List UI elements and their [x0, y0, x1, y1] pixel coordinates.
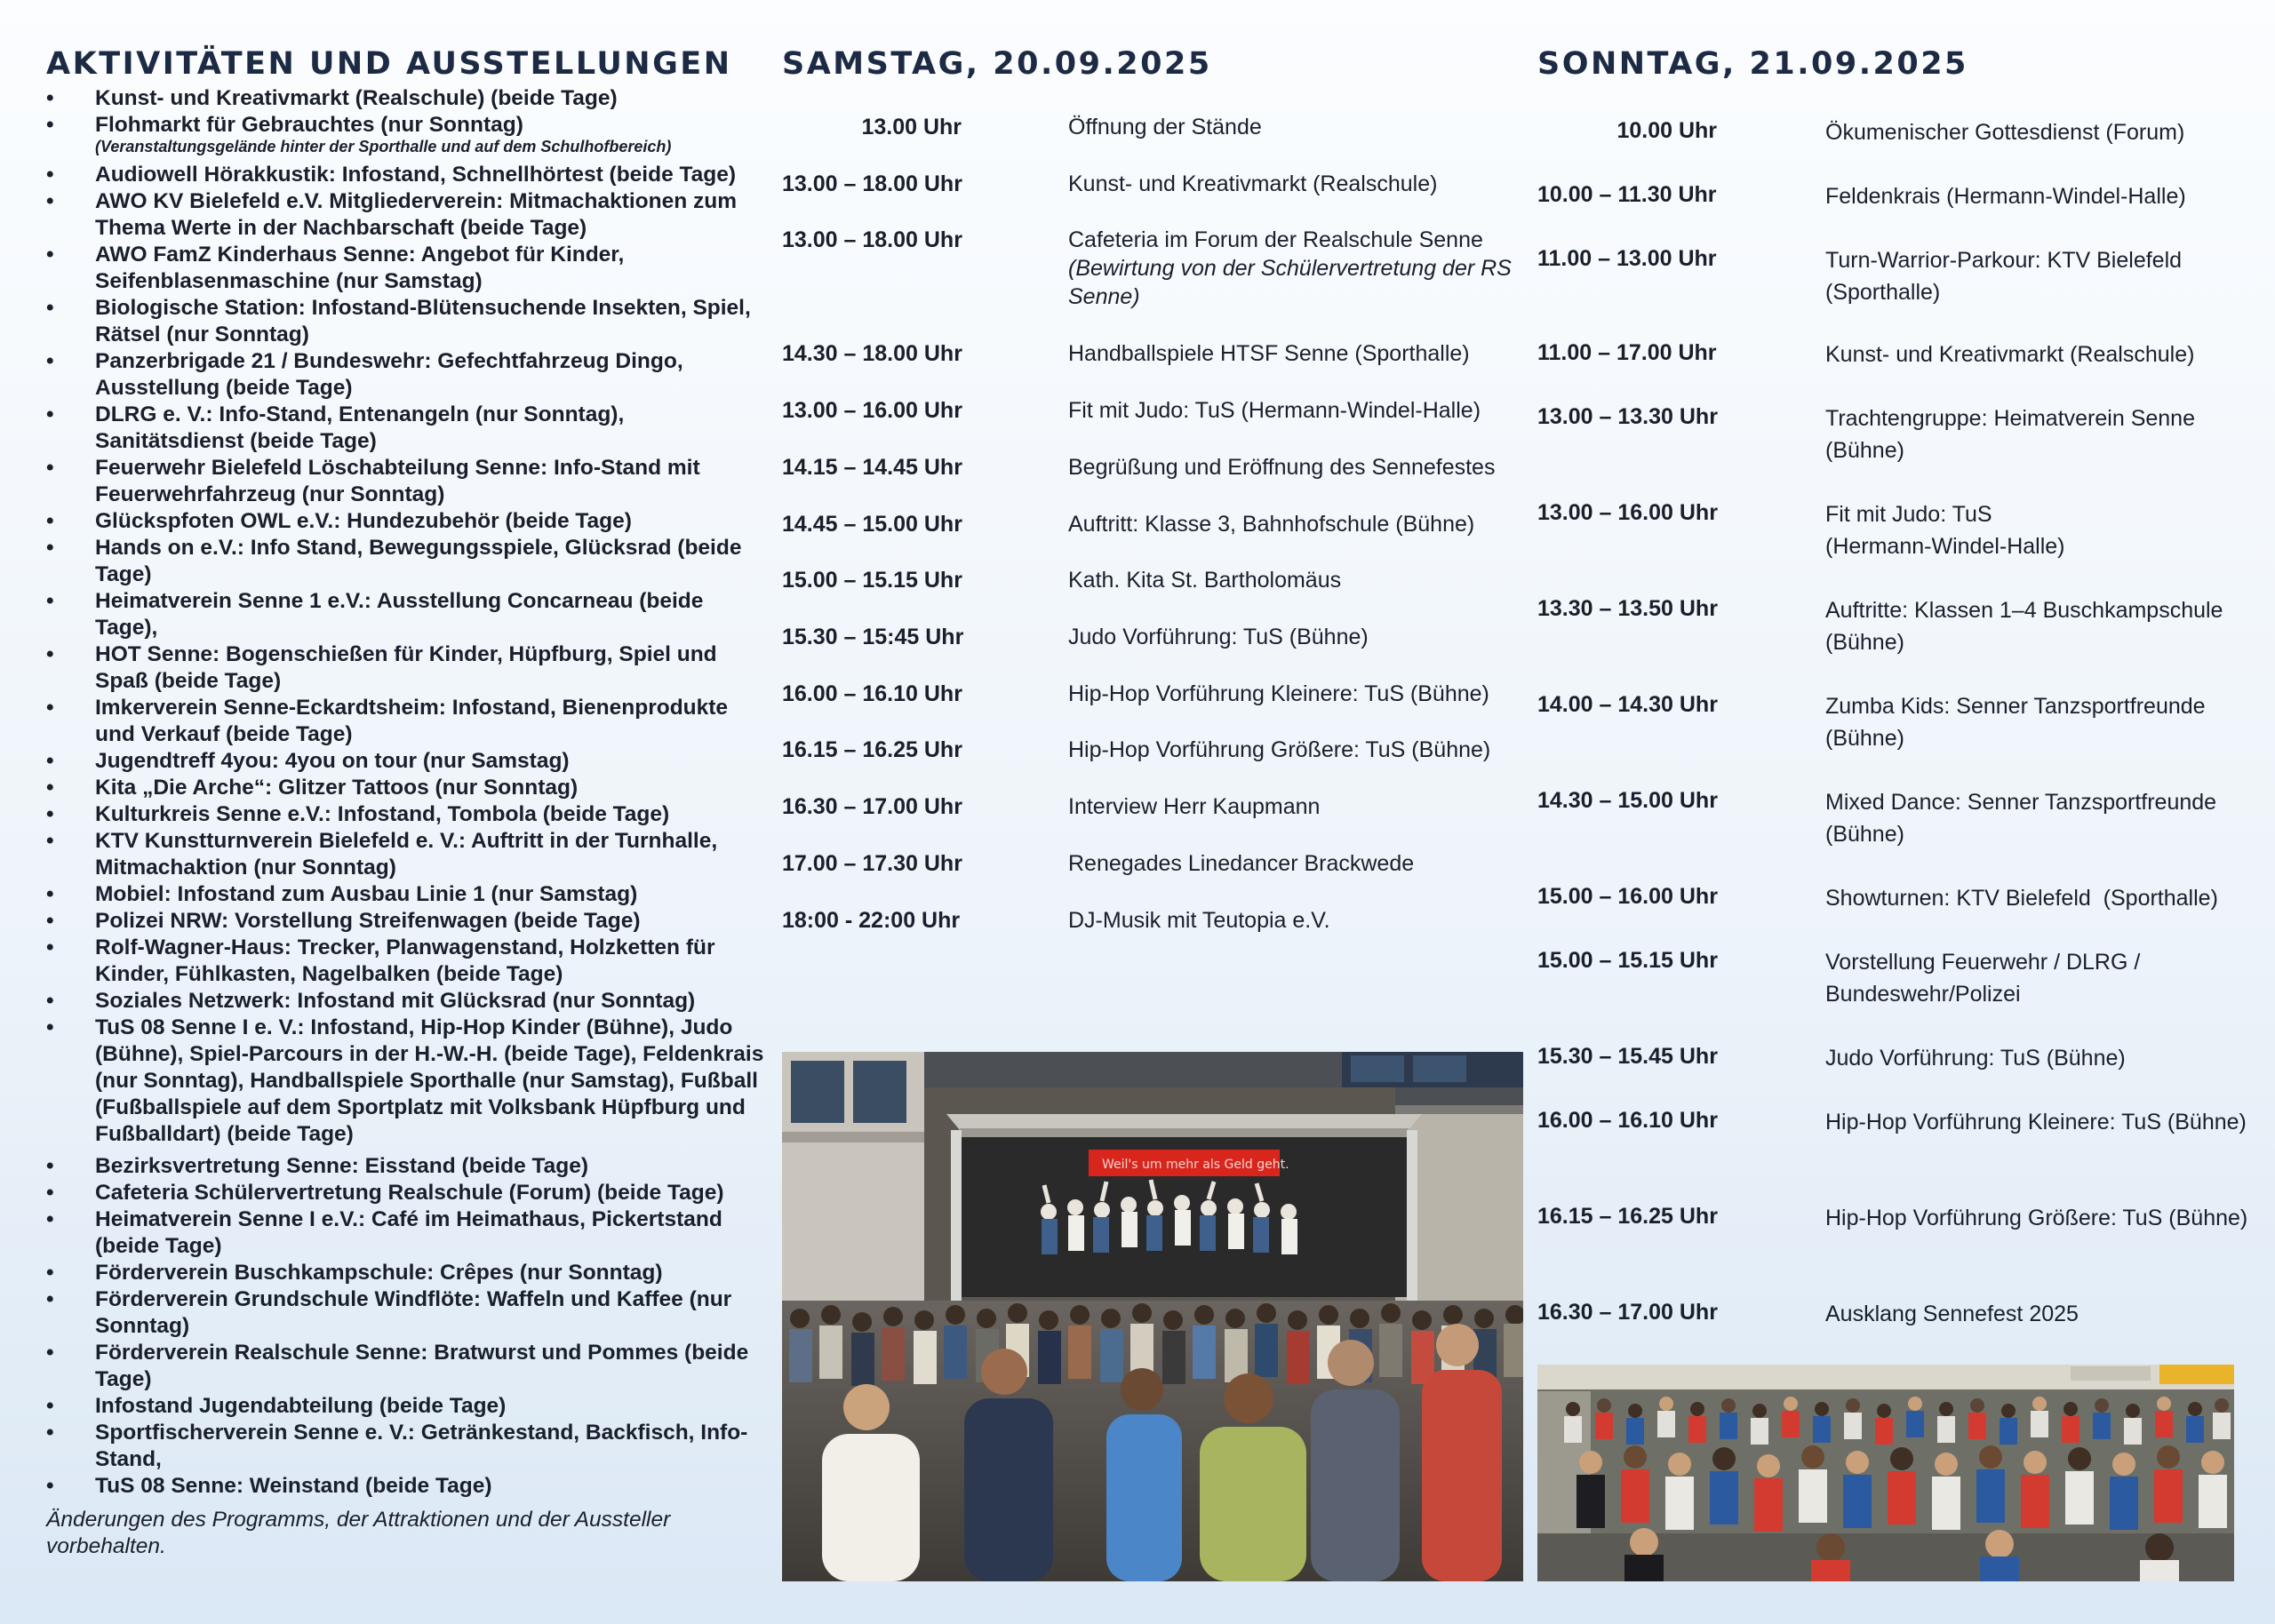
- schedule-event: [1068, 226, 1530, 311]
- schedule-event: Feldenkrais (Hermann-Windel-Halle): [1825, 184, 2186, 209]
- schedule-event: Kath. Kita St. Bartholomäus: [1068, 568, 1342, 593]
- schedule-time: 15.30 – 15:45 Uhr: [782, 625, 964, 649]
- flohmarkt-note: (Veranstaltungsgelände hinter der Sporthalle und auf dem Schulhofbereich): [95, 138, 672, 155]
- schedule-event: Zumba Kids: Senner Tanzsportfreunde (Bühne): [1825, 694, 2206, 751]
- schedule-event: Trachtengruppe: Heimatverein Senne (Bühne): [1825, 406, 2195, 463]
- schedule-event: Ausklang Sennefest 2025: [1825, 1302, 2079, 1326]
- schedule-event: Handballspiele HTSF Senne (Sporthalle): [1068, 341, 1470, 366]
- list-item: • Jugendtreff 4you: 4you on tour (nur Samstag): [46, 748, 766, 775]
- list-item: • Sportfischerverein Senne e. V.: Getränkestand, Backfisch, Info-Stand,: [46, 1420, 766, 1473]
- list-item: • Biologische Station: Infostand-Blütensuchende Insekten, Spiel, Rätsel (nur Sonntag): [46, 295, 766, 348]
- schedule-event: Hip-Hop Vorführung Größere: TuS (Bühne): [1068, 737, 1491, 762]
- stage-crowd-photo: [782, 1052, 1523, 1581]
- list-item: • TuS 08 Senne: Weinstand (beide Tage): [46, 1473, 766, 1500]
- schedule-time: 11.00 – 17.00 Uhr: [1537, 340, 1717, 365]
- schedule-event: Showturnen: KTV Bielefeld (Sporthalle): [1825, 886, 2218, 911]
- list-item: • Polizei NRW: Vorstellung Streifenwagen (beide Tage): [46, 908, 766, 935]
- schedule-event: Fit mit Judo: TuS (Hermann-Windel-Halle): [1068, 398, 1481, 423]
- schedule-time: 16.00 – 16.10 Uhr: [782, 681, 962, 706]
- schedule-time: 10.00 – 11.30 Uhr: [1537, 182, 1717, 207]
- schedule-event: Mixed Dance: Senner Tanzsportfreunde (Bühne): [1825, 790, 2217, 847]
- list-item: • TuS 08 Senne I e. V.: Infostand, Hip-Hop Kinder (Bühne), Judo (Bühne), Spiel-Parcours in der H.-W.-H. (beide Tage), Feldenkrais (nur Sonntag), Handballspiele Sporthalle (nur Samstag), Fußball (Fußballspiele auf dem Sportplatz mit Volksbank Hüpfburg und Fußballdart) (beide Tage): [46, 1015, 766, 1148]
- schedule-time: 13.30 – 13.50 Uhr: [1537, 596, 1718, 621]
- schedule-event: Judo Vorführung: TuS (Bühne): [1068, 625, 1369, 649]
- list-item: • Kulturkreis Senne e.V.: Infostand, Tombola (beide Tage): [46, 801, 766, 828]
- list-item: • Mobiel: Infostand zum Ausbau Linie 1 (nur Samstag): [46, 881, 766, 908]
- schedule-event: Kunst- und Kreativmarkt (Realschule): [1068, 171, 1438, 196]
- schedule-event: Turn-Warrior-Parkour: KTV Bielefeld (Sporthalle): [1825, 248, 2183, 305]
- schedule-time: 13.00 – 16.00 Uhr: [782, 398, 962, 423]
- sunday-heading: SONNTAG, 21.09.2025: [1537, 46, 1968, 82]
- list-item: • Glückspfoten OWL e.V.: Hundezubehör (beide Tage): [46, 508, 766, 535]
- stage-banner-text: Weil's um mehr als Geld geht.: [1102, 1158, 1289, 1172]
- list-item: • Hands on e.V.: Info Stand, Bewegungsspiele, Glücksrad (beide Tage): [46, 535, 766, 588]
- schedule-event: Hip-Hop Vorführung Kleinere: TuS (Bühne): [1825, 1110, 2247, 1134]
- schedule-time: 18:00 - 22:00 Uhr: [782, 908, 961, 933]
- list-item: • Heimatverein Senne 1 e.V.: Ausstellung Concarneau (beide Tage),: [46, 588, 766, 641]
- schedule-time: 13.00 – 18.00 Uhr: [782, 227, 962, 252]
- list-item: • Bezirksvertretung Senne: Eisstand (beide Tage): [46, 1153, 766, 1180]
- schedule-event: Hip-Hop Vorführung Größere: TuS (Bühne): [1825, 1206, 2248, 1230]
- schedule-time: 17.00 – 17.30 Uhr: [782, 851, 962, 876]
- schedule-event: Fit mit Judo: TuS (Hermann-Windel-Halle): [1825, 502, 2065, 559]
- list-item: • Förderverein Grundschule Windflöte: Waffeln und Kaffee (nur Sonntag): [46, 1286, 766, 1340]
- footnote: Änderungen des Programms, der Attraktionen und der Aussteller vorbehalten.: [46, 1508, 671, 1558]
- schedule-time: 14.45 – 15.00 Uhr: [782, 512, 962, 537]
- list-item: • Kita „Die Arche“: Glitzer Tattoos (nur Sonntag): [46, 775, 766, 801]
- schedule-time: 15.30 – 15.45 Uhr: [1537, 1044, 1718, 1069]
- schedule-time: 16.30 – 17.00 Uhr: [782, 794, 962, 819]
- schedule-time: 14.30 – 15.00 Uhr: [1537, 788, 1718, 813]
- list-item-text: Flohmarkt für Gebrauchtes (nur Sonntag): [95, 113, 523, 137]
- list-item: • Heimatverein Senne I e.V.: Café im Heimathaus, Pickertstand (beide Tage): [46, 1206, 766, 1260]
- schedule-time: 10.00 Uhr: [1616, 118, 1717, 143]
- schedule-event: Auftritte: Klassen 1–4 Buschkampschule (Bühne): [1825, 598, 2223, 655]
- schedule-event: Renegades Linedancer Brackwede: [1068, 851, 1415, 876]
- schedule-event: Hip-Hop Vorführung Kleinere: TuS (Bühne): [1068, 681, 1489, 706]
- list-item: • Rolf-Wagner-Haus: Trecker, Planwagenstand, Holzketten für Kinder, Fühlkasten, Nagelbalken (beide Tage): [46, 935, 766, 988]
- schedule-time: 15.00 – 15.15 Uhr: [782, 568, 962, 593]
- list-item: • Cafeteria Schülervertretung Realschule (Forum) (beide Tage): [46, 1180, 766, 1206]
- list-item: • Infostand Jugendabteilung (beide Tage): [46, 1393, 766, 1420]
- schedule-event: Begrüßung und Eröffnung des Sennefestes: [1068, 455, 1496, 480]
- schedule-event: Judo Vorführung: TuS (Bühne): [1825, 1046, 2126, 1071]
- schedule-event: Ökumenischer Gottesdienst (Forum): [1825, 120, 2185, 145]
- list-item: • DLRG e. V.: Info-Stand, Entenangeln (nur Sonntag), Sanitätsdienst (beide Tage): [46, 402, 766, 455]
- schedule-time: 16.15 – 16.25 Uhr: [1537, 1204, 1718, 1229]
- activities-list: [46, 85, 766, 1500]
- schedule-event: Auftritt: Klasse 3, Bahnhofschule (Bühne): [1068, 512, 1475, 537]
- list-item: • AWO FamZ Kinderhaus Senne: Angebot für Kinder, Seifenblasenmaschine (nur Samstag): [46, 242, 766, 295]
- list-item: • HOT Senne: Bogenschießen für Kinder, Hüpfburg, Spiel und Spaß (beide Tage): [46, 641, 766, 695]
- schedule-time: 14.15 – 14.45 Uhr: [782, 455, 962, 480]
- schedule-time: 13.00 – 13.30 Uhr: [1537, 404, 1718, 429]
- list-item: • Förderverein Realschule Senne: Bratwurst und Pommes (beide Tage): [46, 1340, 766, 1393]
- kids-dance-photo: [1537, 1365, 2234, 1581]
- list-item: • Panzerbrigade 21 / Bundeswehr: Gefechtfahrzeug Dingo, Ausstellung (beide Tage): [46, 348, 766, 402]
- list-item: • Soziales Netzwerk: Infostand mit Glücksrad (nur Sonntag): [46, 988, 766, 1015]
- schedule-event: Interview Herr Kaupmann: [1068, 794, 1321, 819]
- list-item: • Feuerwehr Bielefeld Löschabteilung Senne: Info-Stand mit Feuerwehrfahrzeug (nur Sonntag): [46, 455, 766, 508]
- list-item: • Förderverein Buschkampschule: Crêpes (nur Sonntag): [46, 1260, 766, 1286]
- schedule-time: 16.30 – 17.00 Uhr: [1537, 1300, 1718, 1325]
- list-item: • Audiowell Hörakkustik: Infostand, Schnellhörtest (beide Tage): [46, 162, 766, 188]
- event-text: Cafeteria im Forum der Realschule Senne: [1068, 227, 1483, 252]
- schedule-time: 13.00 – 18.00 Uhr: [782, 171, 962, 196]
- schedule-time: 15.00 – 15.15 Uhr: [1537, 948, 1718, 973]
- schedule-time: 13.00 – 16.00 Uhr: [1537, 500, 1718, 525]
- schedule-time: 15.00 – 16.00 Uhr: [1537, 884, 1718, 909]
- schedule-time: 14.30 – 18.00 Uhr: [782, 341, 962, 366]
- saturday-heading: SAMSTAG, 20.09.2025: [782, 46, 1212, 82]
- schedule-time: 13.00 Uhr: [861, 115, 962, 139]
- schedule-event: Vorstellung Feuerwehr / DLRG / Bundeswehr/Polizei: [1825, 950, 2141, 1007]
- list-item: • Imkerverein Senne-Eckardtsheim: Infostand, Bienenprodukte und Verkauf (beide Tage): [46, 695, 766, 748]
- schedule-event: Kunst- und Kreativmarkt (Realschule): [1825, 342, 2195, 367]
- list-item: [46, 112, 766, 155]
- activities-heading: AKTIVITÄTEN UND AUSSTELLUNGEN: [46, 46, 732, 82]
- list-item: • Kunst- und Kreativmarkt (Realschule) (beide Tage): [46, 85, 766, 112]
- schedule-time: 16.15 – 16.25 Uhr: [782, 737, 962, 762]
- schedule-time: 16.00 – 16.10 Uhr: [1537, 1108, 1718, 1133]
- list-item: • KTV Kunstturnverein Bielefeld e. V.: Auftritt in der Turnhalle, Mitmachaktion (nur Sonntag): [46, 828, 766, 881]
- event-note: (Bewirtung von der Schülervertretung der RS Senne): [1068, 256, 1512, 309]
- list-item: • AWO KV Bielefeld e.V. Mitgliederverein: Mitmachaktionen zum Thema Werte in der Nachbarschaft (beide Tage): [46, 188, 766, 242]
- schedule-event: Öffnung der Stände: [1068, 115, 1262, 139]
- schedule-time: 11.00 – 13.00 Uhr: [1537, 246, 1717, 271]
- schedule-event: DJ-Musik mit Teutopia e.V.: [1068, 908, 1330, 933]
- schedule-time: 14.00 – 14.30 Uhr: [1537, 692, 1718, 717]
